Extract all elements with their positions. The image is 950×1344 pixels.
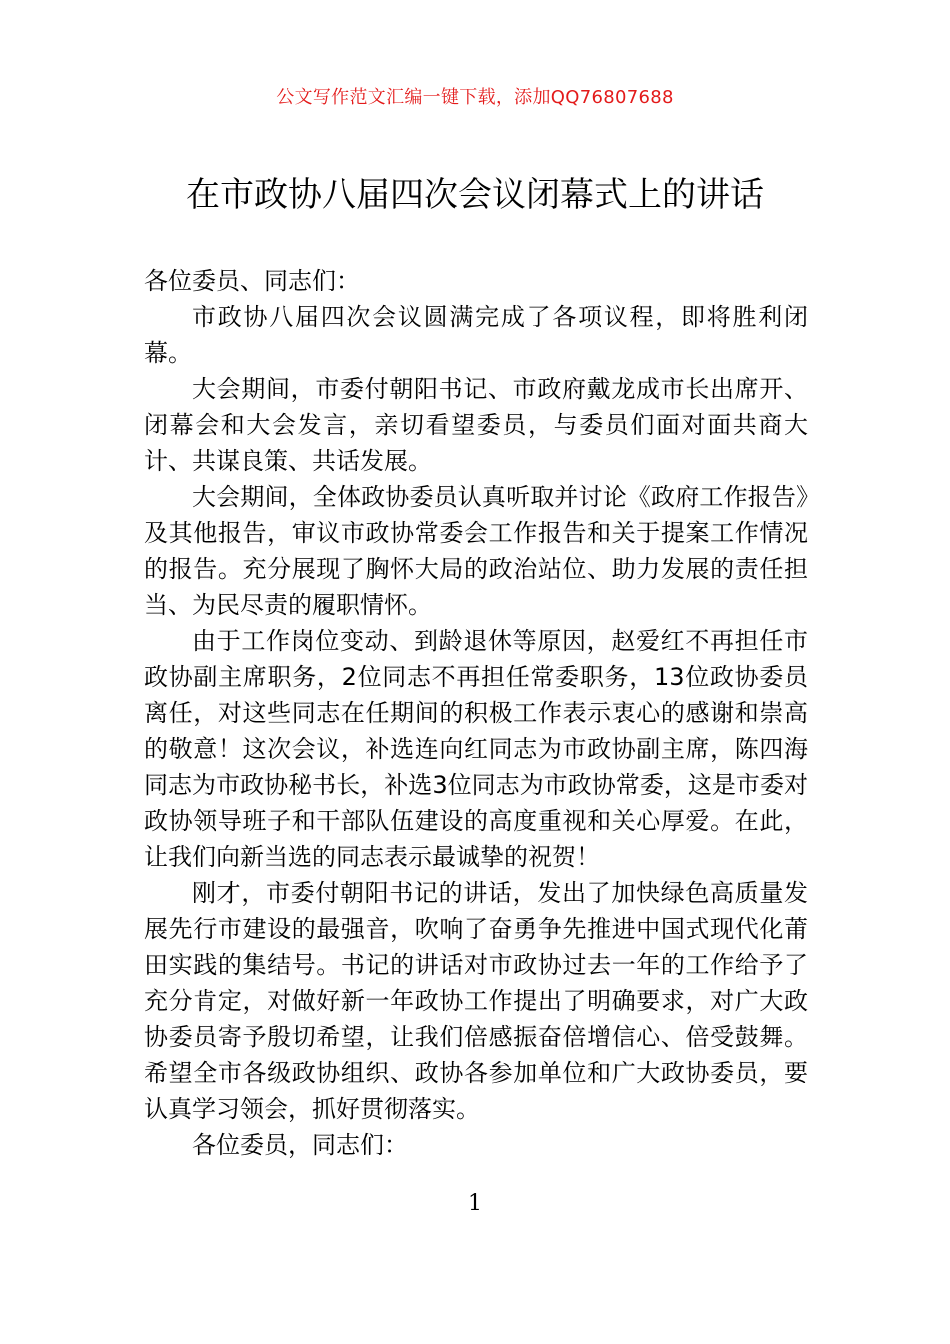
paragraph: 刚才，市委付朝阳书记的讲话，发出了加快绿色高质量发展先行市建设的最强音，吹响了奋勇争先推进中国式现代化莆田实践的集结号。书记的讲话对市政协过去一年的工作给予了充分肯定，对做好新一年政协工作提出了明确要求，对广大政协委员寄予殷切希望，让我们倍感振奋倍增信心、倍受鼓舞。希望全市各级政协组织、政协各参加单位和广大政协委员，要认真学习领会，抓好贯彻落实。 — [144, 879, 808, 1123]
paragraph: 市政协八届四次会议圆满完成了各项议程，即将胜利闭幕。 — [144, 303, 808, 367]
paragraph: 大会期间，全体政协委员认真听取并讨论《政府工作报告》及其他报告，审议市政协常委会工作报告和关于提案工作情况的报告。充分展现了胸怀大局的政治站位、助力发展的责任担当、为民尽责的履职情怀。 — [144, 483, 808, 619]
page-number: 1 — [468, 1191, 482, 1216]
closing-salutation: 各位委员，同志们： — [192, 1131, 408, 1159]
document-body — [144, 263, 808, 1163]
paragraph: 大会期间，市委付朝阳书记、市政府戴龙成市长出席开、闭幕会和大会发言，亲切看望委员，与委员们面对面共商大计、共谋良策、共话发展。 — [144, 375, 808, 475]
paragraph: 由于工作岗位变动、到龄退休等原因，赵爱红不再担任市政协副主席职务，2位同志不再担任常委职务，13位政协委员离任，对这些同志在任期间的积极工作表示衷心的感谢和崇高的敬意！这次会议，补选连向红同志为市政协副主席，陈四海同志为市政协秘书长，补选3位同志为市政协常委，这是市委对政协领导班子和干部队伍建设的高度重视和关心厚爱。在此，让我们向新当选的同志表示最诚挚的祝贺！ — [144, 627, 808, 871]
salutation: 各位委员、同志们： — [144, 267, 360, 295]
document-title: 在市政协八届四次会议闭幕式上的讲话 — [186, 175, 764, 215]
download-notice: 公文写作范文汇编一键下载，添加QQ76807688 — [276, 87, 674, 108]
